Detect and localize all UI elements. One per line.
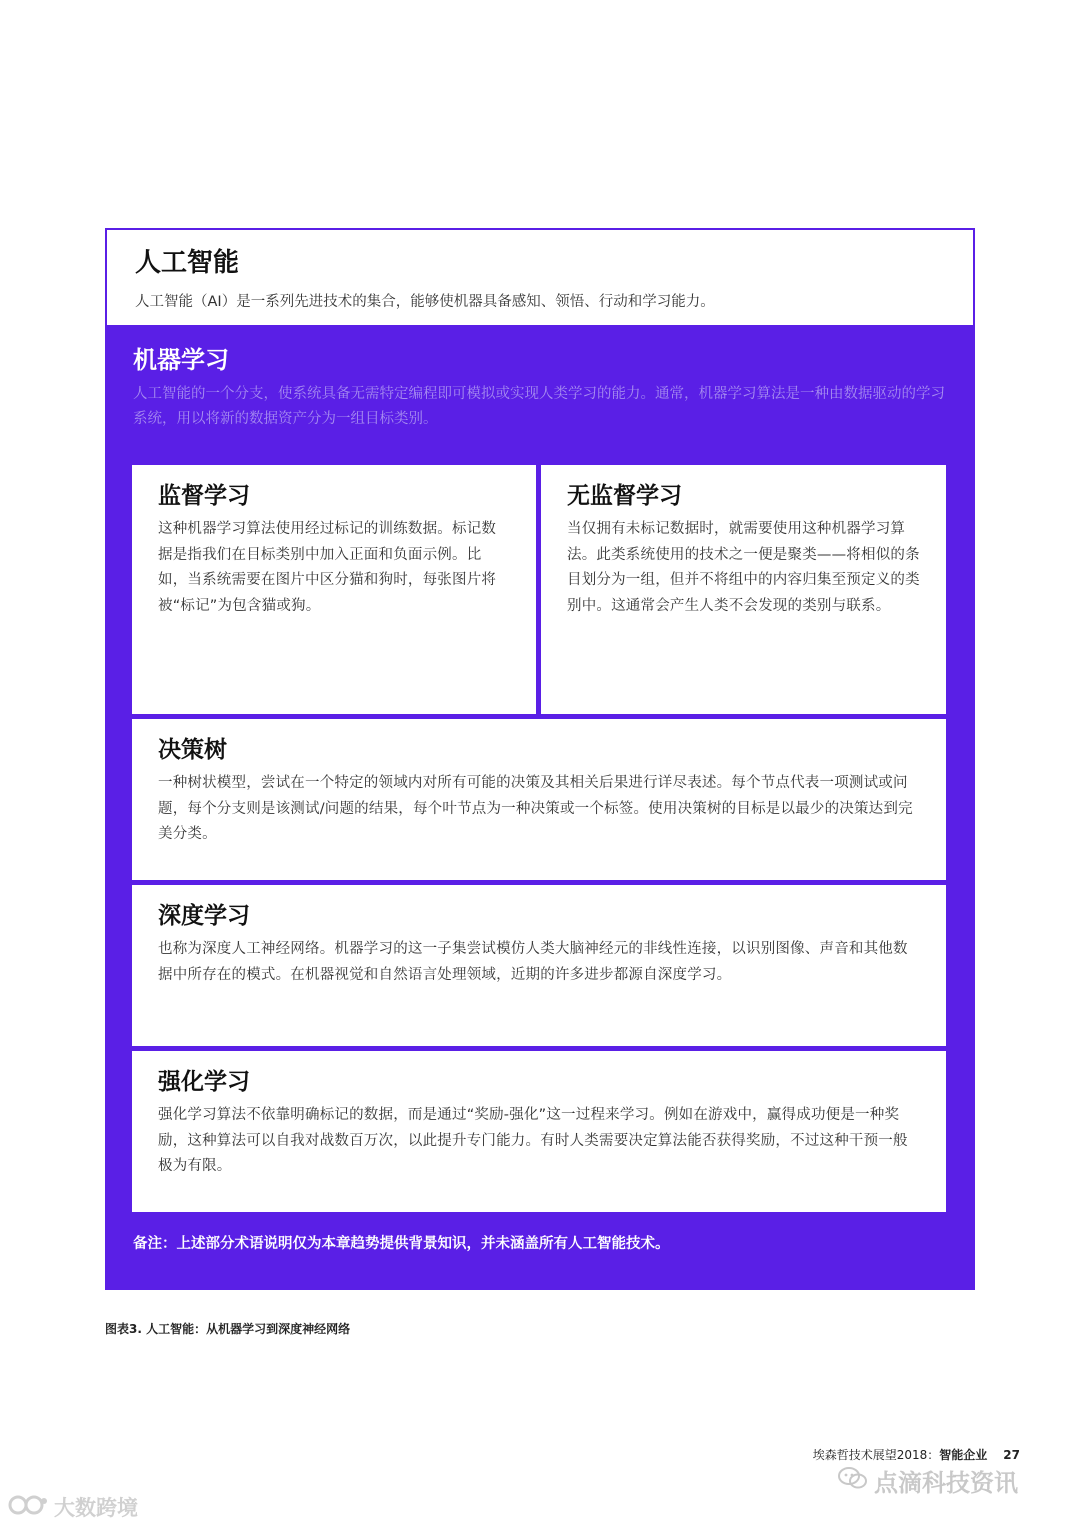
card-title: 无监督学习 bbox=[567, 483, 682, 509]
ml-description: 人工智能的一个分支，使系统具备无需特定编程即可模拟或实现人类学习的能力。通常，机器学习算法是一种由数据驱动的学习系统，用以将新的数据资产分为一组目标类别。 bbox=[133, 386, 945, 427]
publication-title: 埃森哲技术展望2018： bbox=[812, 1448, 940, 1462]
ai-definition-box bbox=[107, 230, 973, 325]
card-supervised-learning bbox=[132, 465, 536, 714]
card-description: 这种机器学习算法使用经过标记的训练数据。标记数据是指我们在目标类别中加入正面和负面示例。比如，当系统需要在图片中区分猫和狗时，每张图片将被“标记”为包含猫或狗。 bbox=[158, 521, 497, 614]
card-title: 决策树 bbox=[158, 737, 227, 763]
card-title: 深度学习 bbox=[158, 903, 250, 929]
card-description: 也称为深度人工神经网络。机器学习的这一子集尝试模仿人类大脑神经元的非线性连接，以识别图像、声音和其他数据中所存在的模式。在机器视觉和自然语言处理领域，近期的许多进步都源自深度学习。 bbox=[158, 941, 908, 983]
watermark-right-text: 点滴科技资讯 bbox=[874, 1469, 1018, 1497]
page-number: 27 bbox=[1003, 1448, 1020, 1462]
figure-caption: 图表3. 人工智能：从机器学习到深度神经网络 bbox=[105, 1322, 351, 1336]
watermark-left-text: 大数跨境 bbox=[54, 1496, 138, 1520]
wechat-icon bbox=[838, 1466, 868, 1496]
watermark-brand bbox=[8, 1492, 138, 1522]
ai-diagram-panel bbox=[105, 228, 975, 1290]
card-title: 强化学习 bbox=[158, 1069, 250, 1095]
page-footer bbox=[813, 1446, 1020, 1463]
footnote-remark: 备注：上述部分术语说明仅为本章趋势提供背景知识，并未涵盖所有人工智能技术。 bbox=[133, 1236, 670, 1252]
card-deep-learning bbox=[132, 885, 946, 1046]
ai-description: 人工智能（AI）是一系列先进技术的集合，能够使机器具备感知、领悟、行动和学习能力。 bbox=[135, 294, 715, 310]
section-title: 智能企业 bbox=[939, 1448, 988, 1462]
card-description: 当仅拥有未标记数据时，就需要使用这种机器学习算法。此类系统使用的技术之一便是聚类——将相似的条目划分为一组，但并不将组中的内容归集至预定义的类别中。这通常会产生人类不会发现的类别与联系。 bbox=[567, 521, 920, 614]
card-reinforcement-learning bbox=[132, 1051, 946, 1212]
card-description: 一种树状模型，尝试在一个特定的领域内对所有可能的决策及其相关后果进行详尽表述。每个节点代表一项测试或问题，每个分支则是该测试/问题的结果，每个叶节点为一种决策或一个标签。使用决策树的目标是以最少的决策达到完美分类。 bbox=[158, 775, 913, 842]
logo-icon bbox=[8, 1493, 50, 1522]
watermark-wechat bbox=[838, 1463, 1018, 1498]
ml-title: 机器学习 bbox=[133, 346, 229, 374]
ai-title: 人工智能 bbox=[135, 248, 240, 278]
card-title: 监督学习 bbox=[158, 483, 250, 509]
card-unsupervised-learning bbox=[541, 465, 946, 714]
card-description: 强化学习算法不依靠明确标记的数据，而是通过“奖励-强化”这一过程来学习。例如在游戏中，赢得成功便是一种奖励，这种算法可以自我对战数百万次，以此提升专门能力。有时人类需要决定算法能否获得奖励，不过这种干预一般极为有限。 bbox=[158, 1107, 908, 1174]
card-decision-tree bbox=[132, 719, 946, 880]
